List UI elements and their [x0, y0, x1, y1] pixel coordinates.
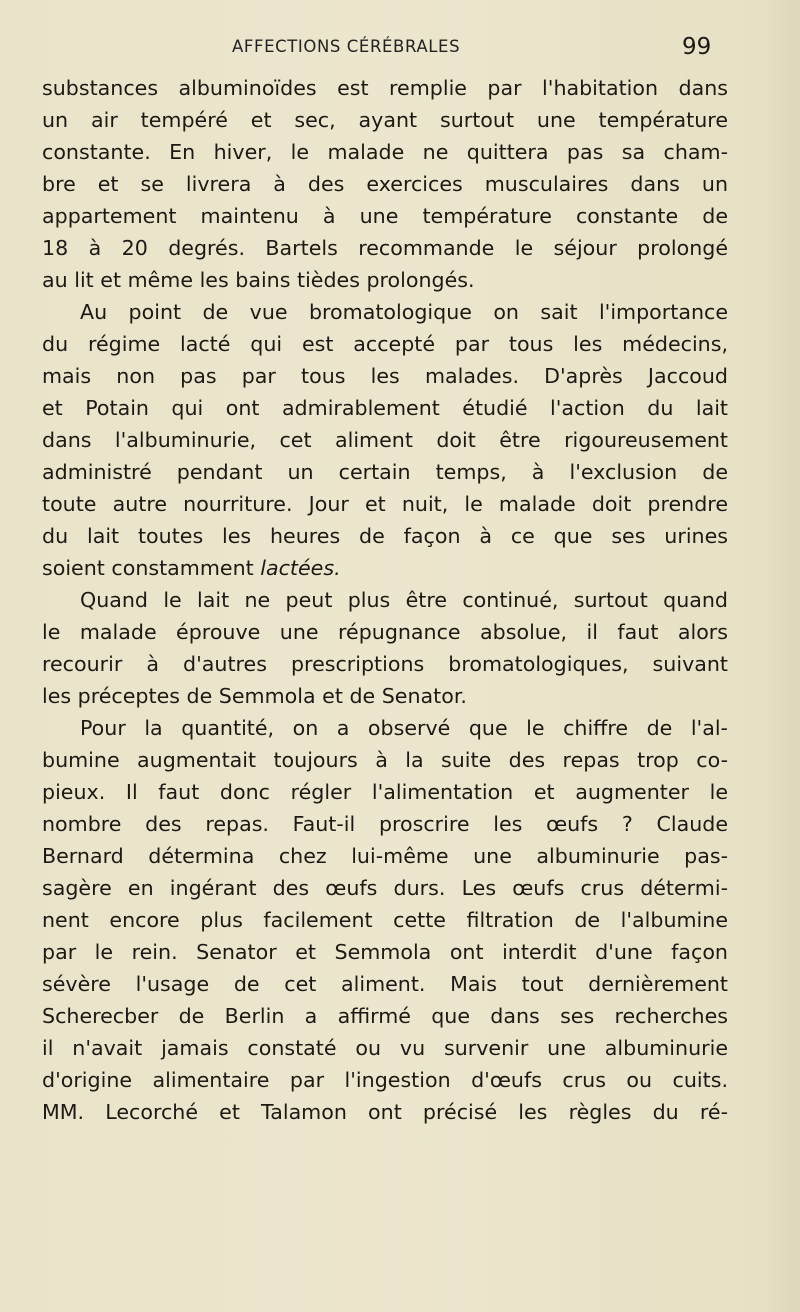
text-line: substances albuminoïdes est remplie par l'habitation dans [42, 76, 728, 100]
text-line: les préceptes de Semmola et de Senator. [42, 684, 467, 708]
text-line: 18 à 20 degrés. Bartels recommande le séjour prolongé [42, 236, 728, 260]
text-line: MM. Lecorché et Talamon ont précisé les règles du ré- [42, 1100, 728, 1124]
text-line: mais non pas par tous les malades. D'après Jaccoud [42, 364, 728, 388]
text-line: sagère en ingérant des œufs durs. Les œufs crus détermi- [42, 876, 728, 900]
text-line: d'origine alimentaire par l'ingestion d'œufs crus ou cuits. [42, 1068, 728, 1092]
text-line: nombre des repas. Faut-il proscrire les œufs ? Claude [42, 812, 728, 836]
text-line: Quand le lait ne peut plus être continué, surtout quand [80, 588, 728, 612]
text-line: et Potain qui ont admirablement étudié l'action du lait [42, 396, 728, 420]
text-line [42, 552, 728, 584]
text-line: sévère l'usage de cet aliment. Mais tout dernièrement [42, 972, 728, 996]
text-line: constante. En hiver, le malade ne quittera pas sa cham- [42, 140, 728, 164]
text-line: le malade éprouve une répugnance absolue, il faut alors [42, 620, 728, 644]
text-line: administré pendant un certain temps, à l'exclusion de [42, 460, 728, 484]
text-line: nent encore plus facilement cette filtration de l'albumine [42, 908, 728, 932]
text-line: Au point de vue bromatologique on sait l'importance [80, 300, 728, 324]
text-line: bre et se livrera à des exercices musculaires dans un [42, 172, 728, 196]
text-line: Pour la quantité, on a observé que le chiffre de l'al- [80, 716, 728, 740]
text-line: Bernard détermina chez lui-même une albuminurie pas- [42, 844, 728, 868]
italic-word: lactées. [260, 556, 341, 580]
text-line: au lit et même les bains tièdes prolongés. [42, 268, 475, 292]
running-head [0, 30, 800, 64]
text-line: toute autre nourriture. Jour et nuit, le malade doit prendre [42, 492, 728, 516]
text-line-start: soient constamment [42, 556, 261, 580]
text-line: il n'avait jamais constaté ou vu survenir une albuminurie [42, 1036, 728, 1060]
chapter-title: AFFECTIONS CÉRÉBRALES [232, 37, 461, 56]
text-line: recourir à d'autres prescriptions bromatologiques, suivant [42, 652, 728, 676]
page-number: 99 [682, 34, 712, 60]
body-text [42, 72, 728, 1128]
text-line: du régime lacté qui est accepté par tous les médecins, [42, 332, 728, 356]
text-line: pieux. Il faut donc régler l'alimentation et augmenter le [42, 780, 728, 804]
text-line: bumine augmentait toujours à la suite des repas trop co- [42, 748, 728, 772]
text-line: appartement maintenu à une température constante de [42, 204, 728, 228]
text-line: Scherecber de Berlin a affirmé que dans ses recherches [42, 1004, 728, 1028]
text-line: un air tempéré et sec, ayant surtout une température [42, 108, 728, 132]
text-line: dans l'albuminurie, cet aliment doit être rigoureusement [42, 428, 728, 452]
text-line: par le rein. Senator et Semmola ont interdit d'une façon [42, 940, 728, 964]
text-line: du lait toutes les heures de façon à ce que ses urines [42, 524, 728, 548]
